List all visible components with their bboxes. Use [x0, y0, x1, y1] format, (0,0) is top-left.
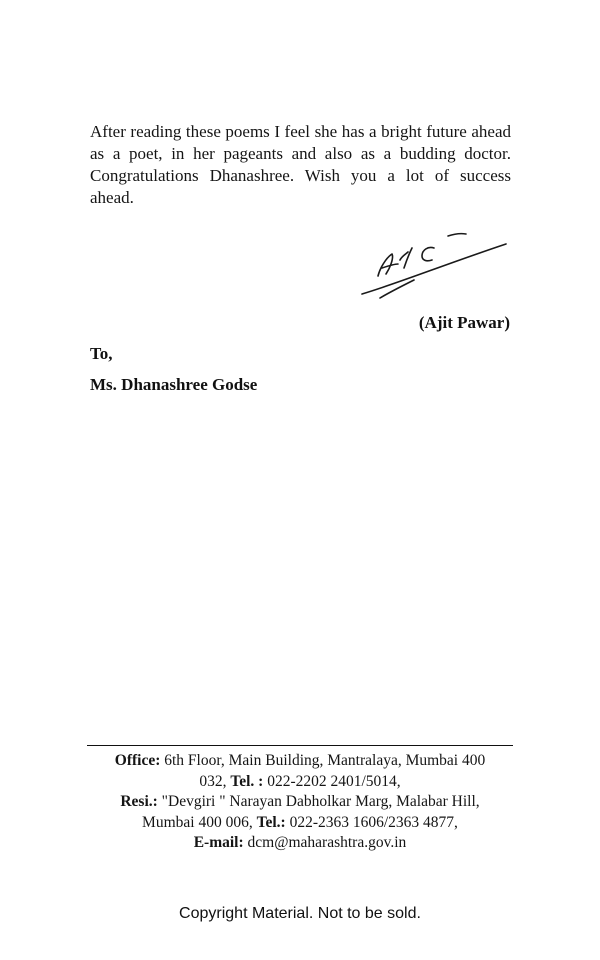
residence-tel-number: 022-2363 1606/2363 4877, [285, 813, 458, 831]
office-label: Office: [114, 752, 161, 769]
office-tel-number: 022-2202 2401/5014, [263, 772, 401, 790]
recipient-name: Ms. Dhanashree Godse [90, 375, 258, 394]
copyright-notice: Copyright Material. Not to be sold. [179, 905, 421, 922]
signer-name: (Ajit Pawar) [418, 313, 510, 332]
email-address: dcm@maharashtra.gov.in [243, 834, 407, 851]
office-address-line-1 [87, 751, 513, 772]
letterhead-footer [87, 751, 513, 854]
email-line [87, 833, 513, 854]
email-label: E-mail: [193, 834, 244, 851]
residence-address-line-2 [87, 813, 513, 834]
office-address-text: 6th Floor, Main Building, Mantralaya, Mumbai 400 [160, 752, 486, 769]
handwritten-signature [356, 224, 516, 302]
residence-tel-label: Tel.: [256, 813, 286, 831]
residence-label: Resi.: [120, 793, 158, 810]
residence-address-line-1 [87, 792, 513, 813]
letter-body: After reading these poems I feel she has a bright future ahead as a poet, in her pageants and also as a budding doctor. Congratulations Dhanashree. Wish you a lot of success ahead. [90, 122, 511, 207]
office-tel-label: Tel. : [230, 772, 264, 790]
residence-address-text: "Devgiri " Narayan Dabholkar Marg, Malabar Hill, [157, 793, 480, 810]
to-label: To, [90, 344, 113, 363]
office-pincode: 032, [199, 772, 231, 790]
footer-divider [87, 745, 513, 746]
residence-city: Mumbai 400 006, [142, 813, 257, 831]
office-address-line-2 [87, 772, 513, 793]
